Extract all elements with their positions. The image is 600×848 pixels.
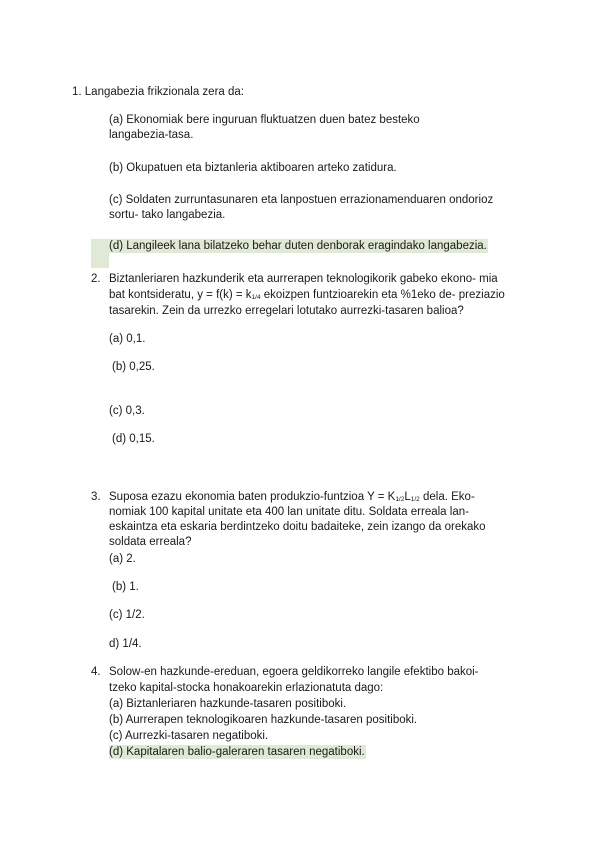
q1-highlight-margin (91, 239, 109, 254)
q3-option-b: (b) 1. (112, 581, 139, 593)
q4-option-a: (a) Biztanleriaren hazkunde-tasaren positiboki. (109, 698, 347, 710)
q3-stem-line3: eskaintza eta eskaria berdintzeko doitu badaiteke, zein izango da orekako (109, 521, 486, 533)
q2-stem-line2: bat kontsideratu, $y = f(k) = k_{1/4}$ ekoizpen funtzioarekin eta %1eko de- preziazio (109, 289, 505, 301)
q2-option-c: (c) 0,3. (109, 405, 145, 417)
q1-option-c-line1: (c) Soldaten zurruntasunaren eta lanpostuen errazionamenduaren ondorioz (109, 194, 494, 206)
q2-stem-line3: tasarekin. Zein da urrezko erregelari lotutako aurrezki-tasaren balioa? (109, 305, 464, 317)
q2-number: 2. (91, 273, 101, 285)
q3-number: 3. (91, 491, 101, 503)
q1-option-a-line2: langabezia-tasa. (109, 129, 194, 141)
q2-stem-line1: Biztanleriaren hazkunderik eta aurrerapen teknologikorik gabeko ekono- mia (109, 273, 498, 285)
q3-option-d: d) 1/4. (109, 638, 142, 650)
q4-number: 4. (91, 666, 101, 678)
q4-option-c: (c) Aurrezki-tasaren negatiboki. (109, 730, 269, 742)
q1-option-b: (b) Okupatuen eta biztanleria aktiboaren arteko zatidura. (109, 162, 397, 174)
q1-option-c-line2: sortu- tako langabezia. (109, 209, 226, 221)
q1-option-d-correct: (d) Langileek lana bilatzeko behar duten denborak eragindako langabezia. (109, 240, 487, 252)
q3-stem-line2: nomiak 100 kapital unitate eta 400 lan unitate ditu. Soldata erreala lan- (109, 506, 469, 518)
q4-stem-line1: Solow-en hazkunde-ereduan, egoera geldikorreko langile efektibo bakoi- (109, 666, 479, 678)
q3-option-a: (a) 2. (109, 553, 136, 565)
q4-stem-line2: tzeko kapital-stocka honakoarekin erlazionatuta dago: (109, 682, 384, 694)
q1-stem: 1. Langabezia frikzionala zera da: (72, 86, 244, 98)
q3-option-c: (c) 1/2. (109, 609, 145, 621)
q4-option-d-correct: (d) Kapitalaren balio-galeraren tasaren negatiboki. (109, 746, 365, 758)
q2-option-a: (a) 0,1. (109, 333, 146, 345)
q3-stem-line1: Suposa ezazu ekonomia baten produkzio-funtzioa $Y = K_{1/2}L_{1/2}$ dela. Eko- (109, 491, 475, 503)
q2-option-d: (d) 0,15. (112, 433, 155, 445)
q4-option-b: (b) Aurrerapen teknologikoaren hazkunde-tasaren positiboki. (109, 714, 418, 726)
q3-stem-line4: soldata erreala? (109, 536, 192, 548)
q2-option-b: (b) 0,25. (112, 361, 155, 373)
q1-option-a-line1: (a) Ekonomiak bere inguruan fluktuatzen duen batez besteko (109, 114, 420, 126)
q1-highlight-margin-2 (91, 254, 109, 268)
